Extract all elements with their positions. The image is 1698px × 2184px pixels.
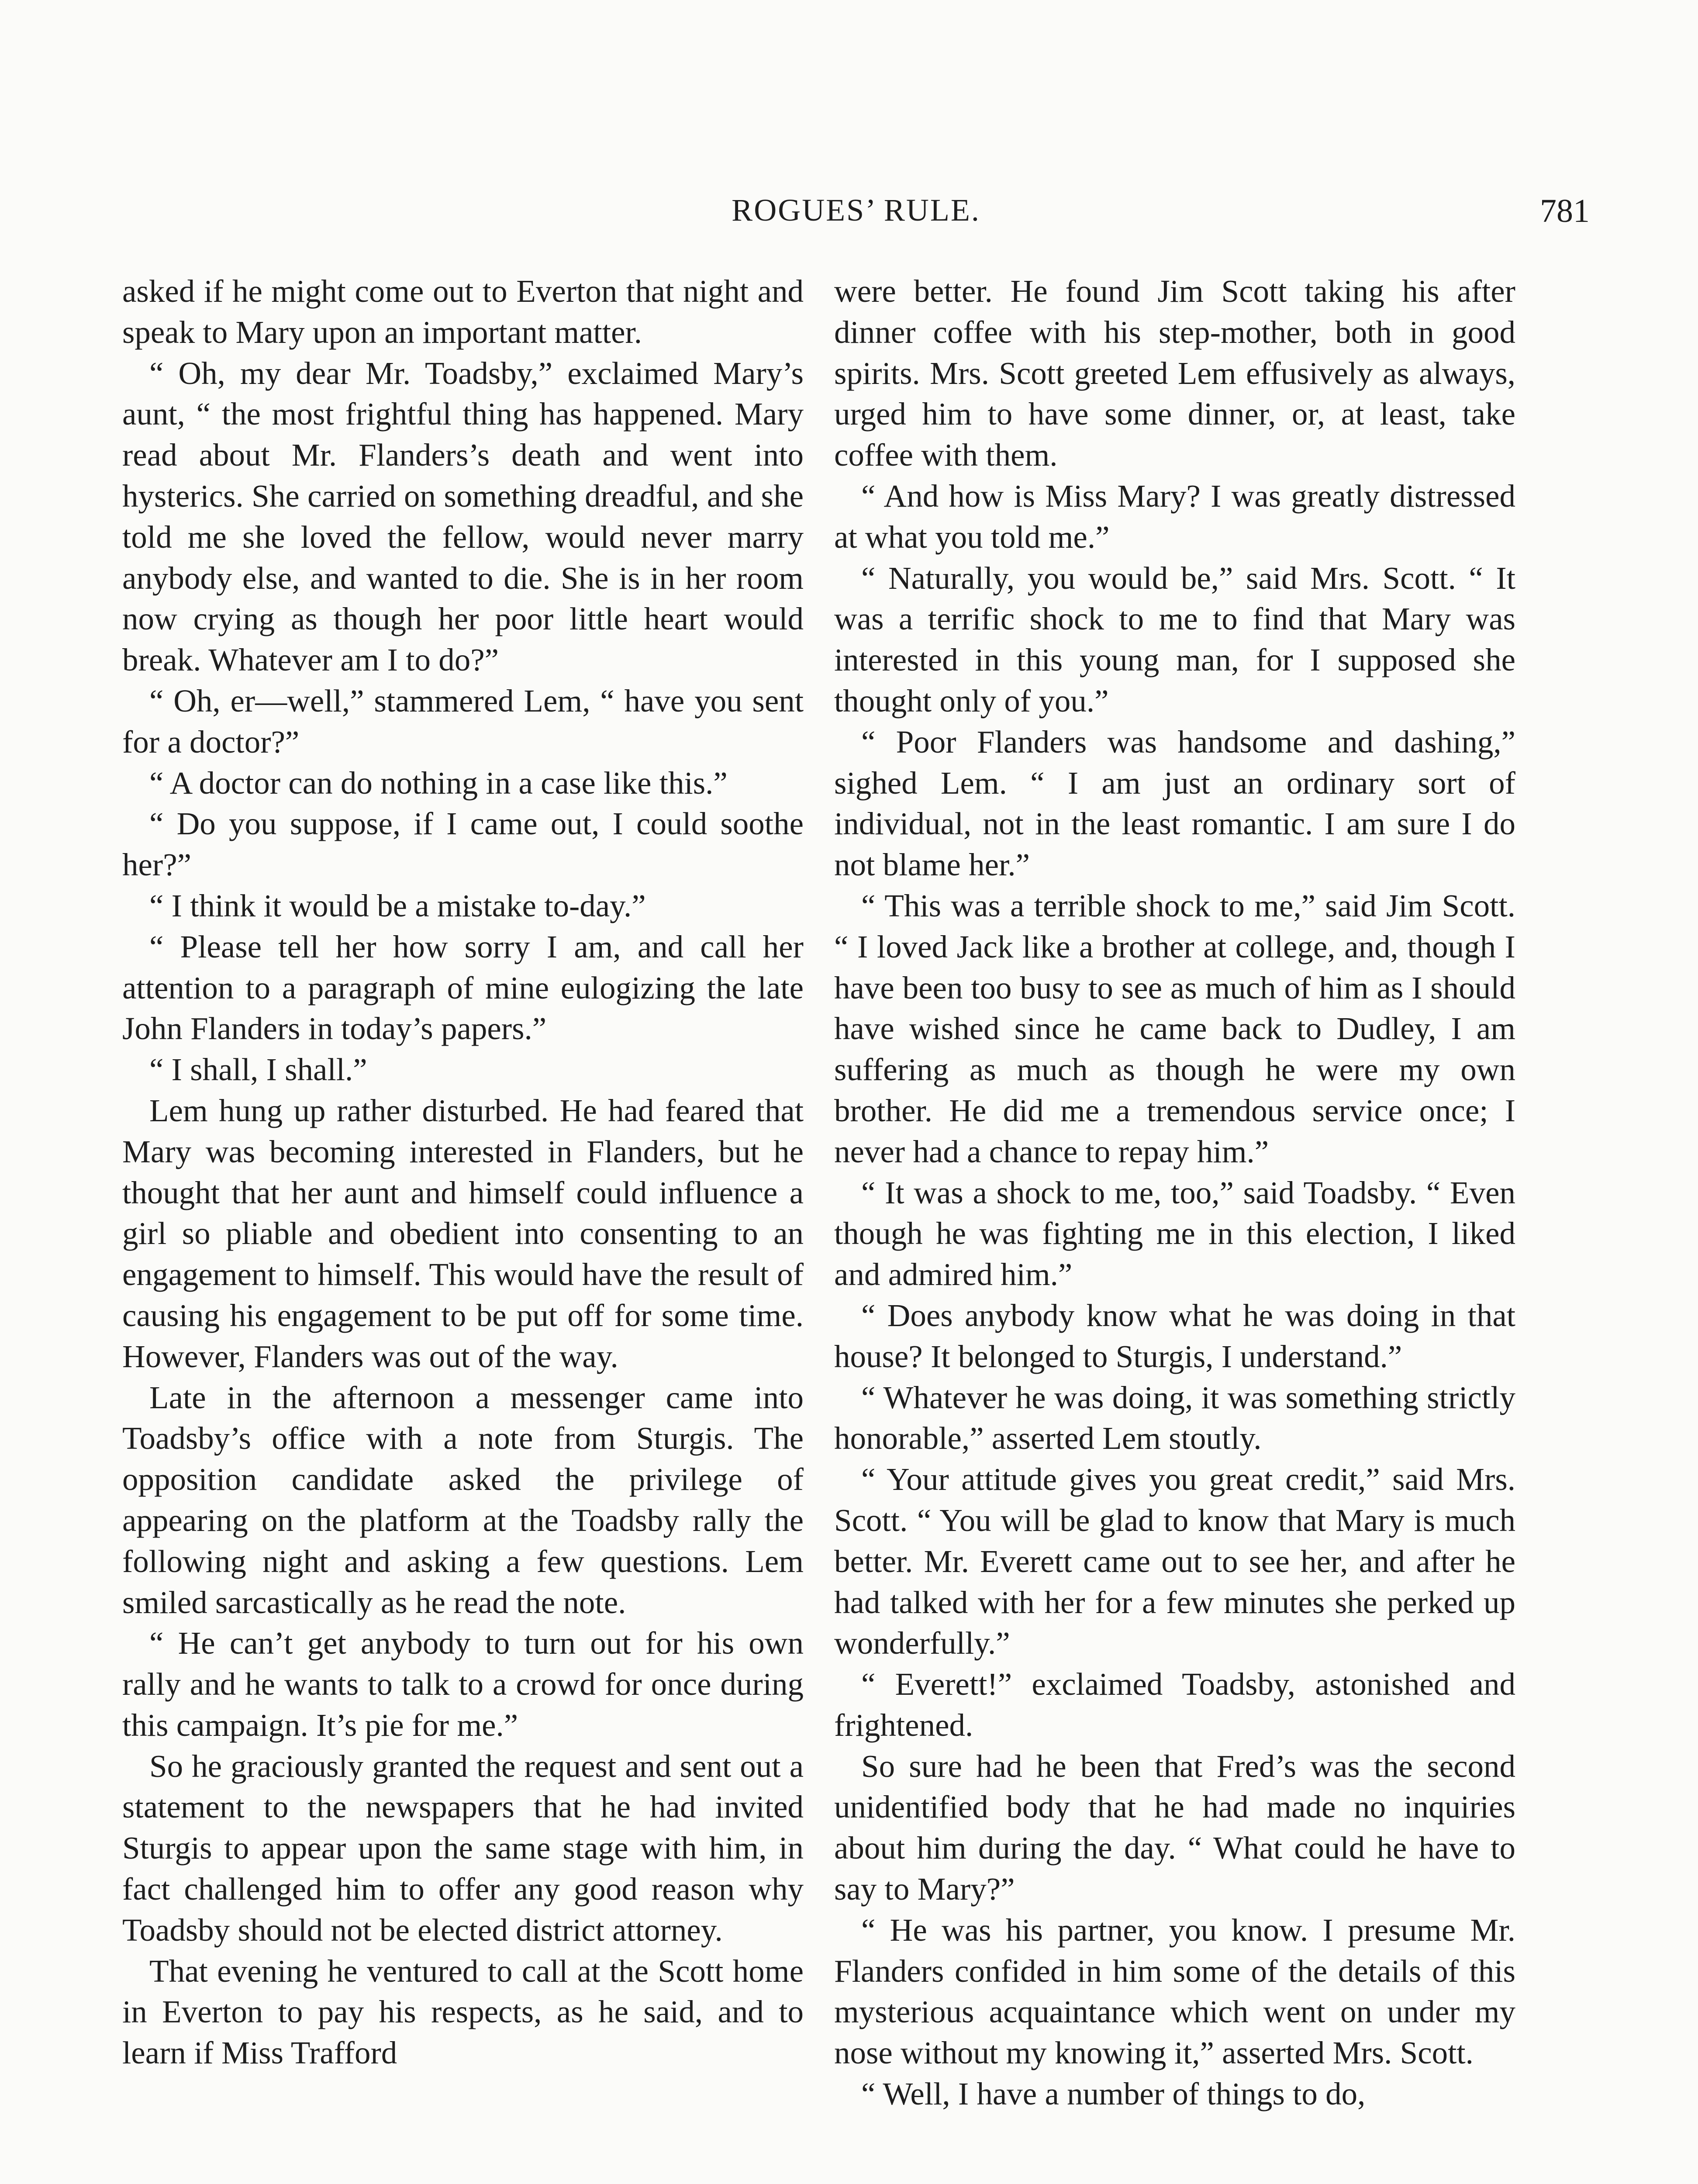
page-header — [122, 192, 1590, 236]
paragraph: “ Naturally, you would be,” said Mrs. Scott. “ It was a terrific shock to me to find that Mary was interested in this young man, for I supposed she thought only of you.” — [834, 560, 1515, 719]
paragraph: Lem hung up rather disturbed. He had feared that Mary was becoming interested in Flanders, but he thought that her aunt and himself could influence a girl so pliable and obedient into consenting to an engagement to himself. This would have the result of causing his engagement to be put off for some time. However, Flanders was out of the way. — [122, 1092, 804, 1374]
paragraph: “ Please tell her how sorry I am, and call her attention to a paragraph of mine eulogizing the late John Flanders in today’s papers.” — [122, 929, 804, 1047]
paragraph: “ I shall, I shall.” — [149, 1052, 367, 1088]
paragraph: “ Your attitude gives you great credit,” said Mrs. Scott. “ You will be glad to know that Mary is much better. Mr. Everett came out to see her, and after he had talked with her for a few minutes she perked up wonderfully.” — [834, 1462, 1515, 1661]
paragraph: “ Whatever he was doing, it was something strictly honorable,” asserted Lem stoutly. — [834, 1379, 1515, 1456]
paragraph: “ And how is Miss Mary? I was greatly distressed at what you told me.” — [834, 478, 1515, 555]
paragraph: “ Well, I have a number of things to do, — [861, 2076, 1366, 2112]
paragraph: “ Poor Flanders was handsome and dashing,” sighed Lem. “ I am just an ordinary sort of individual, not in the least romantic. I am sure I do not blame her.” — [834, 724, 1515, 883]
paragraph: were better. He found Jim Scott taking his after dinner coffee with his step-mother, both in good spirits. Mrs. Scott greeted Lem effusively as always, urged him to have some dinner, or, at least, take coffee with them. — [834, 273, 1515, 473]
paragraph: “ I think it would be a mistake to-day.” — [149, 888, 646, 923]
paragraph: That evening he ventured to call at the Scott home in Everton to pay his respects, as he said, and to learn if Miss Trafford — [122, 1953, 804, 2071]
paragraph: “ He can’t get anybody to turn out for his own rally and he wants to talk to a crowd for once during this campaign. It’s pie for me.” — [122, 1625, 804, 1743]
paragraph: “ Do you suppose, if I came out, I could soothe her?” — [122, 806, 804, 883]
paragraph: “ It was a shock to me, too,” said Toadsby. “ Even though he was fighting me in this election, I liked and admired him.” — [834, 1175, 1515, 1292]
paragraph: “ He was his partner, you know. I presume Mr. Flanders confided in him some of the details of this mysterious acquaintance which went on under my nose without my knowing it,” asserted Mrs. Scott. — [834, 1912, 1515, 2071]
paragraph: asked if he might come out to Everton that night and speak to Mary upon an important matter. — [122, 273, 804, 350]
right-column — [834, 271, 1515, 2115]
left-column — [122, 271, 804, 2073]
paragraph: “ This was a terrible shock to me,” said Jim Scott. “ I loved Jack like a brother at college, and, though I have been too busy to see as much of him as I should have wished since he came back to Dudley, I am suffering as much as though he were my own brother. He did me a tremendous service once; I never had a chance to repay him.” — [834, 888, 1515, 1169]
page-number: 781 — [1540, 193, 1590, 229]
paragraph: So he graciously granted the request and sent out a statement to the newspapers that he had invited Sturgis to appear upon the same stage with him, in fact challenged him to offer any good reason why Toadsby should not be elected district attorney. — [122, 1748, 804, 1948]
paragraph: “ Oh, er—well,” stammered Lem, “ have you sent for a doctor?” — [122, 683, 804, 760]
paragraph: “ Everett!” exclaimed Toadsby, astonished and frightened. — [834, 1666, 1515, 1743]
paragraph: “ Does anybody know what he was doing in that house? It belonged to Sturgis, I understand.” — [834, 1297, 1515, 1374]
paragraph: “ Oh, my dear Mr. Toadsby,” exclaimed Mary’s aunt, “ the most frightful thing has happened. Mary read about Mr. Flanders’s death and went into hysterics. She carried on something dreadful, and she told me she loved the fellow, would never marry anybody else, and wanted to die. She is in her room now crying as though her poor little heart would break. Whatever am I to do?” — [122, 355, 804, 678]
paragraph: So sure had he been that Fred’s was the second unidentified body that he had made no inquiries about him during the day. “ What could he have to say to Mary?” — [834, 1748, 1515, 1907]
paragraph: Late in the afternoon a messenger came into Toadsby’s office with a note from Sturgis. The opposition candidate asked the privilege of appearing on the platform at the Toadsby rally the following night and asking a few questions. Lem smiled sarcastically as he read the note. — [122, 1379, 804, 1620]
running-head: ROGUES’ RULE. — [732, 193, 980, 228]
paragraph: “ A doctor can do nothing in a case like this.” — [149, 765, 728, 801]
